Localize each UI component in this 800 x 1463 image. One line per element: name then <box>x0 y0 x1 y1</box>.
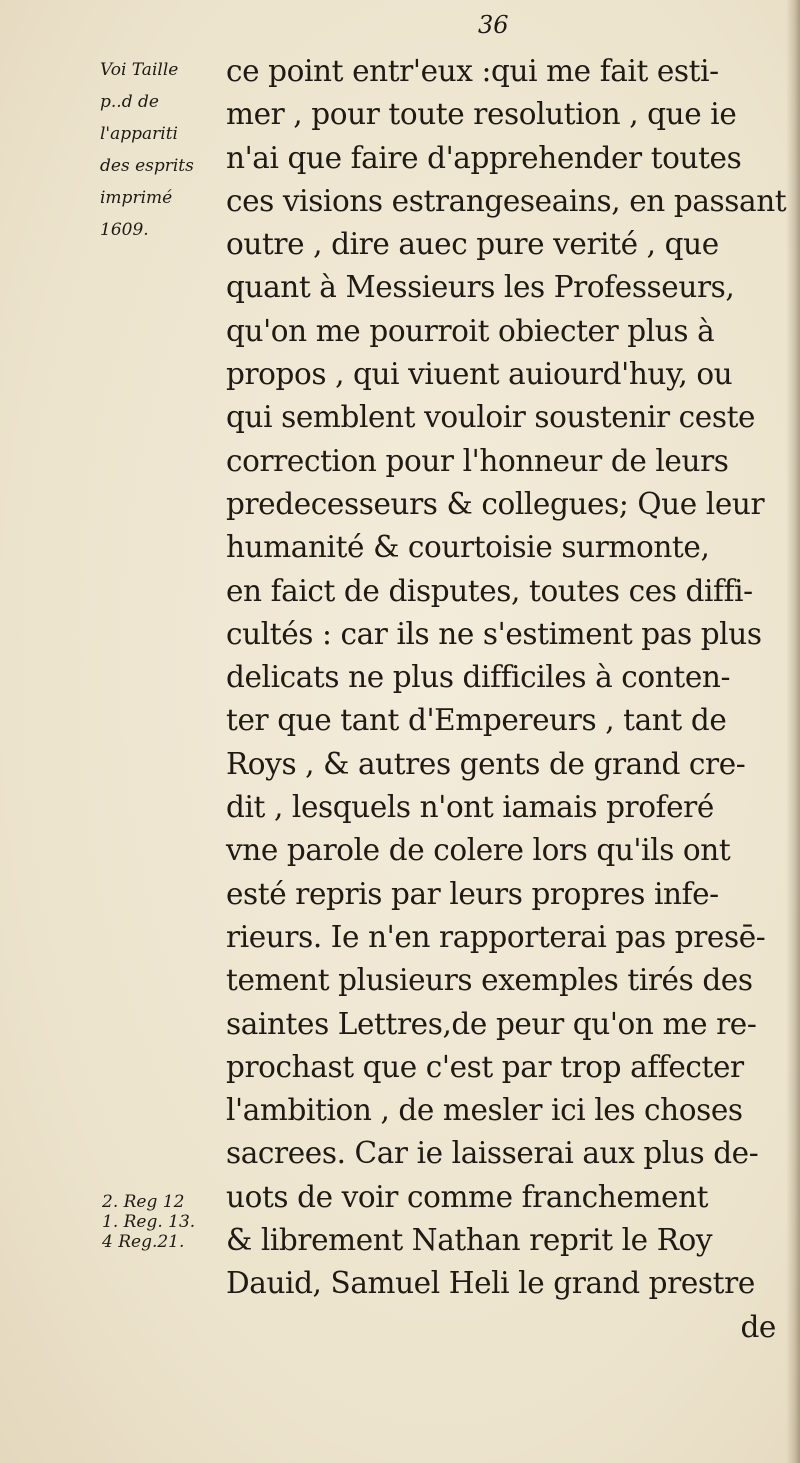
margin-note-line: imprimé <box>100 188 173 208</box>
text-line: n'ai que faire d'apprehender toutes <box>226 140 742 175</box>
text-line: cultés : car ils ne s'estiment pas plus <box>226 616 762 651</box>
text-line: Roys , & autres gents de grand cre- <box>226 746 746 781</box>
page-number: 36 <box>478 11 509 39</box>
catchword: de <box>740 1309 776 1344</box>
text-line: rieurs. Ie n'en rapporterai pas presē- <box>226 919 766 954</box>
text-line: quant à Messieurs les Professeurs, <box>226 270 735 305</box>
margin-reference: 2. Reg 12 <box>102 1192 185 1212</box>
text-line: ce point entr'eux :qui me fait esti- <box>226 54 719 88</box>
text-line: vne parole de colere lors qu'ils ont <box>226 833 731 868</box>
text-line: outre , dire auec pure verité , que <box>226 227 719 262</box>
text-line: correction pour l'honneur de leurs <box>226 443 729 478</box>
text-line: dit , lesquels n'ont iamais proferé <box>226 790 714 825</box>
text-line: ter que tant d'Empereurs , tant de <box>226 703 727 738</box>
text-line: en faict de disputes, toutes ces diffi- <box>226 573 753 608</box>
margin-references <box>102 1192 222 1252</box>
text-line: esté repris par leurs propres infe- <box>226 876 719 911</box>
text-line: predecesseurs & collegues; Que leur <box>226 486 765 521</box>
body-text <box>226 50 794 1349</box>
margin-reference: 4 Reg.21. <box>102 1232 185 1252</box>
margin-note <box>100 54 228 246</box>
margin-note-line: Voi Taille <box>100 60 179 80</box>
text-line: qu'on me pourroit obiecter plus à <box>226 313 715 348</box>
margin-note-line: p..d de <box>100 92 159 112</box>
text-line: ces visions estrangeseains, en passant <box>226 183 787 218</box>
margin-note-line: des esprits <box>100 156 194 176</box>
text-line: mer , pour toute resolution , que ie <box>226 97 737 132</box>
text-line: saintes Lettres,de peur qu'on me re- <box>226 1006 757 1041</box>
text-line: prochast que c'est par trop affecter <box>226 1049 744 1084</box>
text-line: delicats ne plus difficiles à conten- <box>226 660 731 695</box>
margin-note-line: l'appariti <box>100 124 178 144</box>
text-line: Dauid, Samuel Heli le grand prestre <box>226 1266 755 1301</box>
text-line: propos , qui viuent auiourd'huy, ou <box>226 357 733 392</box>
margin-note-line: 1609. <box>100 220 149 240</box>
text-line: tement plusieurs exemples tirés des <box>226 963 753 998</box>
text-line: & librement Nathan reprit le Roy <box>226 1223 713 1258</box>
text-line: uots de voir comme franchement <box>226 1179 709 1214</box>
text-line: qui semblent vouloir soustenir ceste <box>226 400 756 435</box>
margin-reference: 1. Reg. 13. <box>102 1212 196 1232</box>
text-line: l'ambition , de mesler ici les choses <box>226 1093 743 1128</box>
text-line: sacrees. Car ie laisserai aux plus de- <box>226 1136 759 1171</box>
text-line: humanité & courtoisie surmonte, <box>226 530 710 565</box>
